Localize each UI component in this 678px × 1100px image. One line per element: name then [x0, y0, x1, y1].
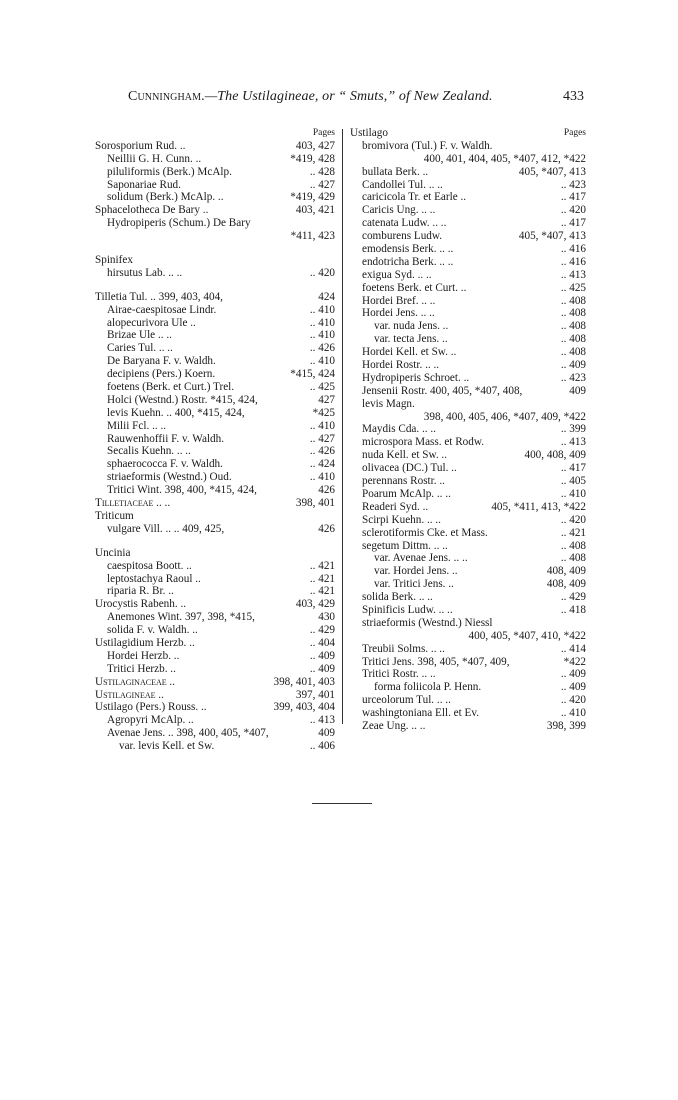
running-title: [128, 89, 493, 105]
entry-name: vulgare Vill. .. .. 409, 425,: [107, 522, 225, 535]
index-entry: [350, 230, 586, 243]
entry-name: var. Tritici Jens. ..: [374, 578, 454, 591]
entry-pages: 400, 408, 409: [524, 449, 586, 462]
entry-name: Secalis Kuehn. .. ..: [107, 445, 191, 458]
index-entry: [350, 140, 586, 153]
entry-name: Hordei Jens. .. ..: [362, 307, 435, 320]
entry-pages: *422: [563, 655, 586, 668]
index-entry: [95, 317, 335, 330]
entry-pages: .. 406: [309, 740, 335, 753]
index-entry: [350, 552, 586, 565]
index-entry: [95, 471, 335, 484]
entry-pages: 405, *407, 413: [518, 230, 586, 243]
entry-pages: 424: [318, 290, 335, 303]
entry-pages: .. 414: [560, 642, 586, 655]
entry-pages: 408, 409: [546, 565, 586, 578]
entry-pages: .. 410: [309, 355, 335, 368]
entry-pages: .. 409: [309, 649, 335, 662]
entry-name: Hordei Bref. .. ..: [362, 294, 436, 307]
index-entry: [350, 527, 586, 540]
entry-pages: .. 420: [560, 513, 586, 526]
index-entry: [95, 230, 335, 243]
entry-name: exigua Syd. .. ..: [362, 268, 432, 281]
index-entry: [95, 573, 335, 586]
entry-name: var. nuda Jens. ..: [374, 320, 449, 333]
entry-name: Ustilaginaceae ..: [95, 675, 176, 688]
index-column-right: [350, 127, 586, 733]
entry-name: striaeformis (Westnd.) Oud.: [107, 471, 232, 484]
column-divider: [342, 129, 343, 724]
index-entry: [95, 585, 335, 598]
index-entry: [350, 617, 586, 630]
entry-pages: Pages: [312, 128, 335, 138]
entry-name: urceolorum Tul. .. ..: [362, 694, 451, 707]
index-entry: [350, 501, 586, 514]
index-entry: [350, 295, 586, 308]
index-entry: [95, 166, 335, 179]
entry-name: hirsutus Lab. .. ..: [107, 266, 183, 279]
entry-name: Zeae Ung. .. ..: [362, 719, 426, 732]
index-entry: [350, 720, 586, 733]
index-entry: [350, 243, 586, 256]
index-entry: [350, 423, 586, 436]
entry-pages: .. 399: [560, 423, 586, 436]
entry-pages: *411, 423: [290, 230, 335, 243]
entry-name: alopecurivora Ule ..: [107, 316, 196, 329]
entry-gap: [95, 243, 335, 254]
entry-name: Tritici Herzb. ..: [107, 662, 176, 675]
index-entry: [95, 727, 335, 740]
entry-name: var. levis Kell. et Sw.: [119, 740, 215, 753]
entry-name: Airae-caespitosae Lindr.: [107, 303, 217, 316]
entry-name: Hordei Kell. et Sw. ..: [362, 346, 457, 359]
entry-pages: .. 421: [309, 585, 335, 598]
entry-pages: .. 427: [309, 432, 335, 445]
entry-pages: 408, 409: [546, 578, 586, 591]
index-entry: [95, 304, 335, 317]
index-entry: [350, 269, 586, 282]
entry-pages: Pages: [563, 128, 586, 138]
entry-pages: 399, 403, 404: [273, 701, 335, 714]
entry-name: striaeformis (Westnd.) Niessl: [362, 616, 493, 629]
index-entry: [95, 407, 335, 420]
index-entry: [95, 663, 335, 676]
index-entry: [95, 204, 335, 217]
entry-name: Holci (Westnd.) Rostr. *415, 424,: [107, 393, 258, 406]
index-column-left: [95, 127, 335, 753]
index-entry: [350, 256, 586, 269]
entry-name: segetum Dittm. .. ..: [362, 539, 448, 552]
entry-pages: .. 413: [560, 436, 586, 449]
index-entry: [350, 204, 586, 217]
entry-pages: .. 425: [309, 381, 335, 394]
index-entry: [95, 458, 335, 471]
entry-name: Hordei Rostr. .. ..: [362, 359, 440, 372]
entry-name: Ustilagineae ..: [95, 688, 164, 701]
index-entry: [95, 689, 335, 702]
entry-pages: 409: [569, 384, 586, 397]
index-entry: [95, 701, 335, 714]
entry-name: endotricha Berk. .. ..: [362, 255, 454, 268]
index-entry: [95, 394, 335, 407]
end-rule: [312, 803, 372, 804]
entry-name: bromivora (Tul.) F. v. Waldh.: [362, 139, 493, 152]
entry-pages: 403, 421: [295, 204, 335, 217]
entry-name: washingtoniana Ell. et Ev.: [362, 707, 480, 720]
index-entry: [95, 342, 335, 355]
entry-name: foetens Berk. et Curt. ..: [362, 281, 467, 294]
index-entry: [95, 637, 335, 650]
index-entry: [95, 611, 335, 624]
entry-pages: 430: [318, 611, 335, 624]
entry-name: Rauwenhoffii F. v. Waldh.: [107, 432, 225, 445]
entry-pages: .. 420: [560, 204, 586, 217]
entry-name: Neillii G. H. Cunn. ..: [107, 152, 202, 165]
entry-pages: .. 423: [560, 371, 586, 384]
index-entry: [95, 153, 335, 166]
entry-pages: 398, 401: [295, 497, 335, 510]
index-entry: [350, 398, 586, 411]
entry-name: Jensenii Rostr. 400, 405, *407, 408,: [362, 384, 523, 397]
entry-pages: .. 410: [560, 707, 586, 720]
entry-gap: [95, 280, 335, 291]
entry-name: Urocystis Rabenh. ..: [95, 598, 187, 611]
index-entry: [350, 307, 586, 320]
index-entry: [95, 740, 335, 753]
author-name: Cunningham.: [128, 89, 205, 104]
index-entry: [95, 547, 335, 560]
entry-name: Brizae Ule .. ..: [107, 329, 172, 342]
index-entry: [350, 359, 586, 372]
entry-pages: .. 420: [309, 266, 335, 279]
index-entry: [95, 598, 335, 611]
index-entry: [350, 540, 586, 553]
index-entry: [350, 217, 586, 230]
index-entry: [350, 681, 586, 694]
entry-pages: *419, 429: [290, 191, 335, 204]
entry-pages: 403, 429: [295, 598, 335, 611]
index-entry: [95, 420, 335, 433]
entry-name: catenata Ludw. .. ..: [362, 217, 447, 230]
index-entry: [95, 355, 335, 368]
entry-pages: 409: [318, 727, 335, 740]
entry-pages: 426: [318, 484, 335, 497]
entry-name: Milii Fcl. .. ..: [107, 419, 167, 432]
entry-name: Poarum McAlp. .. ..: [362, 487, 451, 500]
entry-pages: *419, 428: [290, 152, 335, 165]
entry-pages: .. 426: [309, 342, 335, 355]
entry-pages: .. 423: [560, 178, 586, 191]
entry-name: Tilletiaceae .. ..: [95, 497, 171, 510]
index-entry: [350, 643, 586, 656]
page-number: 433: [563, 89, 584, 104]
index-entry: [350, 475, 586, 488]
index-entry: [350, 514, 586, 527]
entry-name: Ustilagidium Herzb. ..: [95, 636, 195, 649]
article-title: —The Ustilagineae, or “ Smuts,” of New Zealand.: [204, 89, 493, 104]
entry-name: Agropyri McAlp. ..: [107, 714, 194, 727]
entry-pages: .. 413: [560, 268, 586, 281]
entry-name: De Baryana F. v. Waldh.: [107, 355, 216, 368]
index-entry: [95, 624, 335, 637]
index-entry: [350, 668, 586, 681]
entry-pages: .. 416: [560, 255, 586, 268]
index-entry: [95, 291, 335, 304]
entry-gap: [95, 536, 335, 547]
entry-name: var. Avenae Jens. .. ..: [374, 552, 468, 565]
entry-name: Uncinia: [95, 546, 131, 559]
entry-name: Sphacelotheca De Bary ..: [95, 204, 209, 217]
entry-name: Ustilago: [350, 127, 388, 139]
entry-pages: .. 418: [560, 603, 586, 616]
entry-name: Tritici Rostr. .. ..: [362, 668, 436, 681]
entry-pages: .. 417: [560, 217, 586, 230]
index-entry: [95, 560, 335, 573]
entry-pages: .. 428: [309, 165, 335, 178]
index-entry: [95, 368, 335, 381]
column-header: [350, 127, 586, 140]
entry-pages: 398, 400, 405, 406, *407, 409, *422: [423, 410, 586, 423]
entry-pages: 398, 399: [546, 719, 586, 732]
entry-pages: .. 410: [309, 471, 335, 484]
entry-pages: .. 409: [560, 359, 586, 372]
entry-pages: 405, *407, 413: [518, 165, 586, 178]
entry-name: bullata Berk. ..: [362, 165, 429, 178]
entry-name: var. Hordei Jens. ..: [374, 565, 458, 578]
entry-pages: .. 420: [560, 694, 586, 707]
entry-name: piluliformis (Berk.) McAlp.: [107, 165, 232, 178]
index-entry: [95, 445, 335, 458]
index-entry: [350, 282, 586, 295]
entry-name: perennans Rostr. ..: [362, 475, 445, 488]
entry-name: levis Magn.: [362, 397, 415, 410]
index-entry: [95, 714, 335, 727]
index-entry: [350, 565, 586, 578]
entry-name: solida F. v. Waldh. ..: [107, 624, 198, 637]
index-entry: [95, 510, 335, 523]
entry-pages: *415, 424: [290, 368, 335, 381]
entry-name: Spinificis Ludw. .. ..: [362, 603, 453, 616]
entry-pages: .. 410: [309, 329, 335, 342]
entry-name: Ustilago (Pers.) Rouss. ..: [95, 701, 207, 714]
entry-pages: .. 410: [309, 303, 335, 316]
entry-pages: .. 405: [560, 475, 586, 488]
entry-name: Caries Tul. .. ..: [107, 342, 173, 355]
entry-pages: 427: [318, 393, 335, 406]
entry-pages: .. 424: [309, 458, 335, 471]
index-entry: [350, 656, 586, 669]
index-entry: [350, 191, 586, 204]
entry-pages: .. 416: [560, 243, 586, 256]
running-header: [0, 89, 678, 107]
entry-name: decipiens (Pers.) Koern.: [107, 368, 216, 381]
entry-name: comburens Ludw.: [362, 230, 443, 243]
entry-pages: 398, 401, 403: [273, 675, 335, 688]
index-entry: [95, 191, 335, 204]
entry-pages: *425: [312, 406, 335, 419]
entry-name: Saponariae Rud.: [107, 178, 181, 191]
index-entry: [350, 694, 586, 707]
entry-pages: .. 409: [560, 668, 586, 681]
index-entry: [350, 320, 586, 333]
index-entry: [350, 488, 586, 501]
entry-pages: 400, 401, 404, 405, *407, 412, *422: [423, 152, 586, 165]
entry-name: forma foliicola P. Henn.: [374, 681, 482, 694]
index-entry: [350, 462, 586, 475]
index-entry: [350, 346, 586, 359]
index-entry: [95, 484, 335, 497]
index-entry: [95, 140, 335, 153]
index-entry: [95, 254, 335, 267]
entry-pages: 397, 401: [295, 688, 335, 701]
entry-name: Hydropiperis Schroet. ..: [362, 371, 470, 384]
index-entry: [350, 166, 586, 179]
entry-name: Caricis Ung. .. ..: [362, 204, 436, 217]
entry-pages: .. 408: [560, 294, 586, 307]
entry-pages: .. 421: [309, 572, 335, 585]
entry-name: emodensis Berk. .. ..: [362, 243, 454, 256]
entry-pages: .. 408: [560, 346, 586, 359]
entry-pages: .. 410: [560, 487, 586, 500]
index-entry: [350, 604, 586, 617]
index-entry: [95, 329, 335, 342]
entry-name: olivacea (DC.) Tul. ..: [362, 462, 457, 475]
entry-pages: .. 409: [309, 662, 335, 675]
entry-name: solida Berk. .. ..: [362, 591, 433, 604]
entry-pages: .. 425: [560, 281, 586, 294]
entry-name: Hordei Herzb. ..: [107, 649, 180, 662]
entry-name: foetens (Berk. et Curt.) Trel.: [107, 381, 235, 394]
entry-pages: .. 408: [560, 552, 586, 565]
entry-name: Triticum: [95, 509, 134, 522]
entry-name: caespitosa Boott. ..: [107, 559, 192, 572]
index-entry: [95, 217, 335, 230]
index-entry: [350, 591, 586, 604]
entry-pages: .. 426: [309, 445, 335, 458]
entry-pages: .. 410: [309, 419, 335, 432]
index-entry: [350, 449, 586, 462]
entry-name: Tritici Jens. 398, 405, *407, 409,: [362, 655, 510, 668]
entry-name: Sorosporium Rud. ..: [95, 139, 186, 152]
entry-pages: 400, 405, *407, 410, *422: [468, 629, 586, 642]
index-entry: [350, 411, 586, 424]
index-entry: [350, 179, 586, 192]
entry-pages: .. 417: [560, 462, 586, 475]
entry-pages: .. 408: [560, 539, 586, 552]
entry-pages: .. 409: [560, 681, 586, 694]
entry-pages: .. 429: [560, 591, 586, 604]
entry-name: Scirpi Kuehn. .. ..: [362, 513, 441, 526]
entry-pages: .. 410: [309, 316, 335, 329]
index-entry: [95, 381, 335, 394]
entry-pages: .. 408: [560, 307, 586, 320]
entry-pages: .. 408: [560, 320, 586, 333]
entry-name: Treubii Solms. .. ..: [362, 642, 445, 655]
entry-name: Anemones Wint. 397, 398, *415,: [107, 611, 255, 624]
entry-name: Hydropiperis (Schum.) De Bary: [107, 217, 251, 230]
entry-pages: .. 429: [309, 624, 335, 637]
index-entry: [350, 578, 586, 591]
entry-name: Avenae Jens. .. 398, 400, 405, *407,: [107, 727, 269, 740]
index-entry: [95, 179, 335, 192]
index-entry: [350, 436, 586, 449]
column-header: [95, 127, 335, 140]
entry-name: solidum (Berk.) McAlp. ..: [107, 191, 224, 204]
index-entry: [350, 372, 586, 385]
index-entry: [95, 676, 335, 689]
entry-pages: 403, 427: [295, 139, 335, 152]
entry-pages: .. 413: [309, 714, 335, 727]
entry-name: Spinifex: [95, 254, 133, 267]
entry-pages: .. 427: [309, 178, 335, 191]
entry-name: sclerotiformis Cke. et Mass.: [362, 526, 488, 539]
index-entry: [350, 707, 586, 720]
index-entry: [350, 385, 586, 398]
entry-name: levis Kuehn. .. 400, *415, 424,: [107, 406, 245, 419]
entry-name: caricicola Tr. et Earle ..: [362, 191, 467, 204]
entry-pages: 426: [318, 522, 335, 535]
entry-name: microspora Mass. et Rodw.: [362, 436, 485, 449]
index-entry: [95, 650, 335, 663]
index-entry: [95, 267, 335, 280]
entry-name: riparia R. Br. ..: [107, 585, 174, 598]
entry-name: nuda Kell. et Sw. ..: [362, 449, 448, 462]
entry-name: Candollei Tul. .. ..: [362, 178, 443, 191]
entry-pages: .. 421: [560, 526, 586, 539]
entry-name: sphaerococca F. v. Waldh.: [107, 458, 223, 471]
index-entry: [350, 153, 586, 166]
entry-name: Maydis Cda. .. ..: [362, 423, 436, 436]
index-entry: [95, 433, 335, 446]
entry-name: Tilletia Tul. .. 399, 403, 404,: [95, 290, 223, 303]
entry-pages: 405, *411, 413, *422: [491, 500, 586, 513]
entry-pages: .. 404: [309, 636, 335, 649]
entry-pages: .. 408: [560, 333, 586, 346]
index-entry: [95, 497, 335, 510]
entry-name: var. tecta Jens. ..: [374, 333, 448, 346]
entry-name: leptostachya Raoul ..: [107, 572, 201, 585]
entry-pages: .. 421: [309, 559, 335, 572]
index-entry: [350, 630, 586, 643]
index-entry: [95, 523, 335, 536]
index-entry: [350, 333, 586, 346]
entry-name: Readeri Syd. ..: [362, 500, 429, 513]
entry-name: Tritici Wint. 398, 400, *415, 424,: [107, 484, 257, 497]
entry-pages: .. 417: [560, 191, 586, 204]
